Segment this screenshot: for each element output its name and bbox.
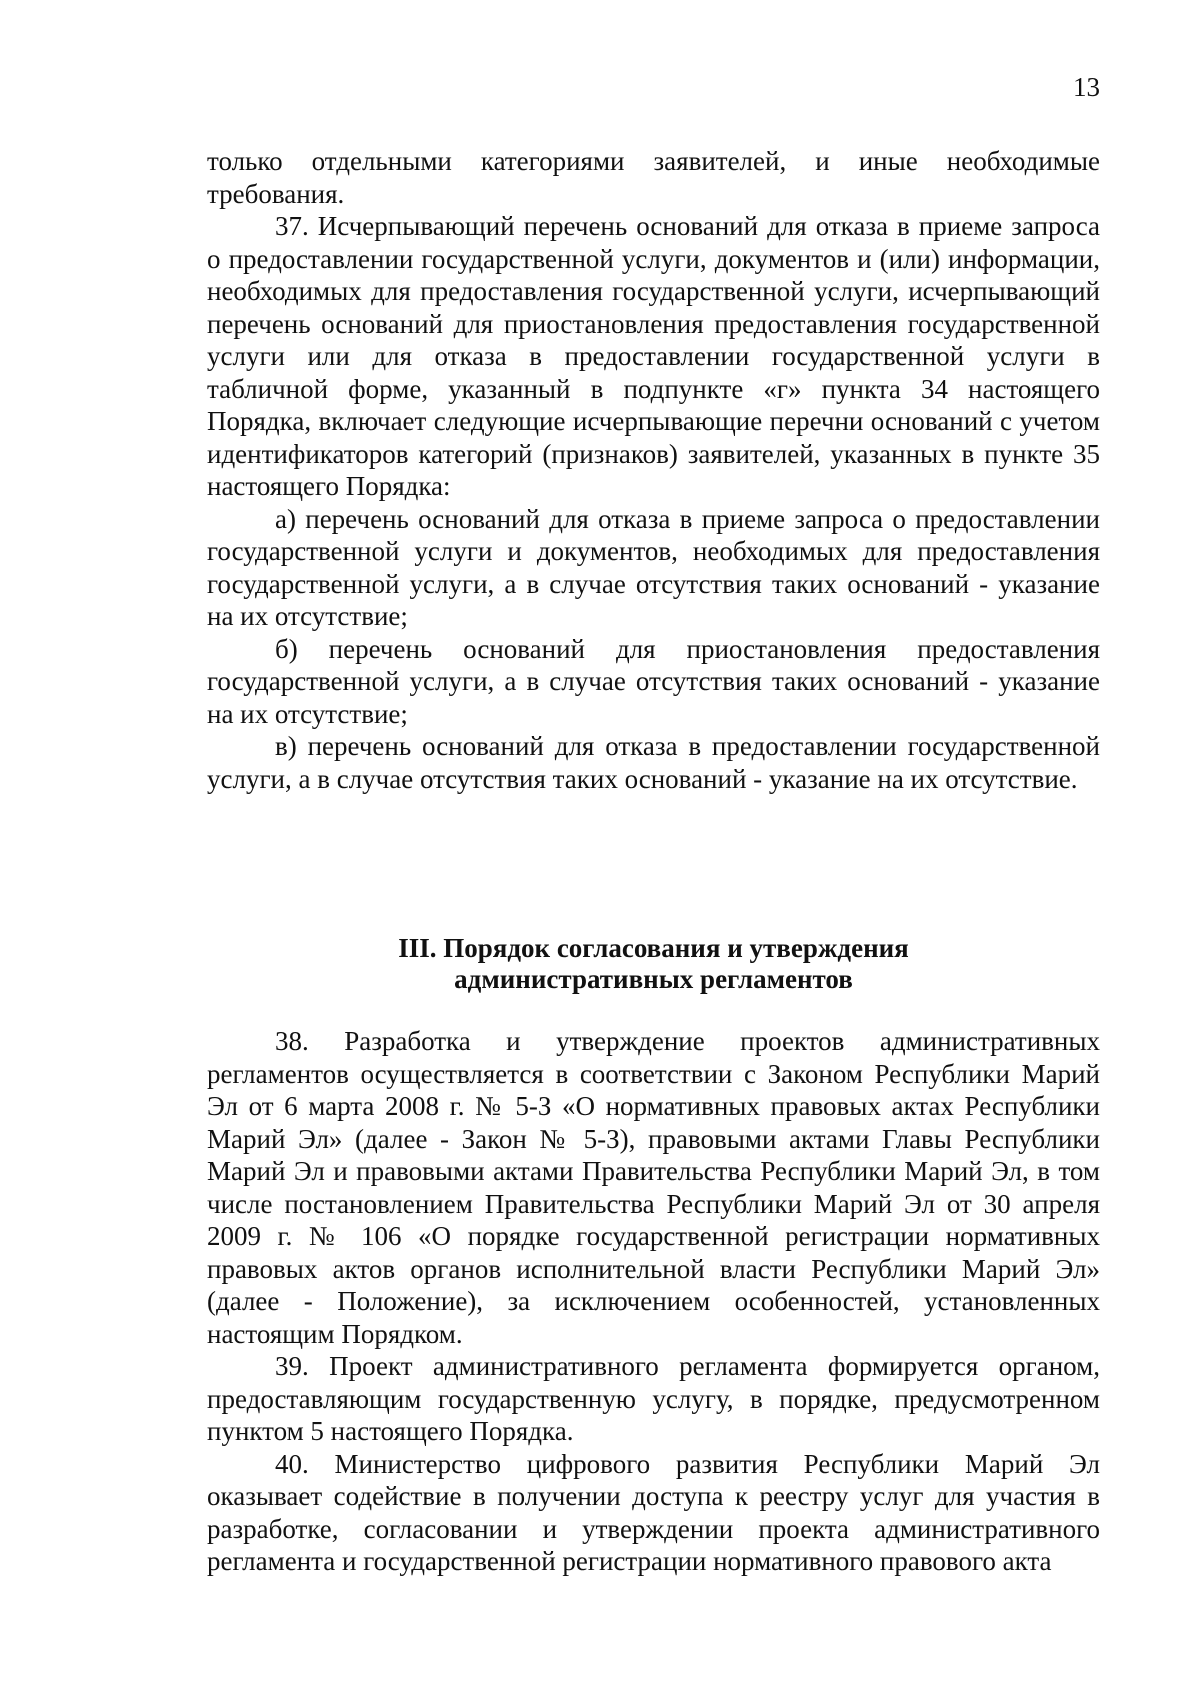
paragraph-39: 39. Проект административного регламента формируется органом, предоставляющим государственную услугу, в порядке, предусмотренном пунктом 5 настоящего Порядка. (207, 1351, 1100, 1446)
section-heading-line-2: административных регламентов (454, 964, 853, 994)
paragraph-37-a: а) перечень оснований для отказа в приеме запроса о предоставлении государственной услуги и документов, необходимых для предоставления государственной услуги, а в случае отсутствия таких оснований - указание на их отсутствие; (207, 503, 1100, 631)
section-heading-line-1: III. Порядок согласования и утверждения (398, 933, 909, 963)
paragraph-37: 37. Исчерпывающий перечень оснований для отказа в приеме запроса о предоставлении государственной услуги, документов и (или) информации, необходимых для предоставления государственной услуги, исчерпывающий перечень оснований для приостановления предоставления государственной услуги или для отказа в предоставлении государственной услуги в табличной форме, указанный в подпункте «г» пункта 34 настоящего Порядка, включает следующие исчерпывающие перечни оснований с учетом идентификаторов категорий (признаков) заявителей, указанных в пункте 35 настоящего Порядка: (207, 211, 1100, 501)
paragraph-37-v: в) перечень оснований для отказа в предоставлении государственной услуги, а в случае отсутствия таких оснований - указание на их отсутствие. (207, 731, 1100, 794)
paragraph-37-b: б) перечень оснований для приостановления предоставления государственной услуги, а в случае отсутствия таких оснований - указание на их отсутствие; (207, 633, 1100, 729)
section-heading (207, 933, 1100, 995)
paragraph-38: 38. Разработка и утверждение проектов административных регламентов осуществляется в соответствии с Законом Республики Марий Эл от 6 марта 2008 г. № 5-З «О нормативных правовых актах Республики Марий Эл» (далее - Закон № 5-З), правовыми актами Главы Республики Марий Эл и правовыми актами Правительства Республики Марий Эл, в том числе постановлением Правительства Республики Марий Эл от 30 апреля 2009 г. № 106 «О порядке государственной регистрации нормативных правовых актов органов исполнительной власти Республики Марий Эл» (далее - Положение), за исключением особенностей, установленных настоящим Порядком. (207, 1026, 1100, 1349)
text-block-bottom (207, 1025, 1100, 1578)
paragraph-continuation: только отдельными категориями заявителей, и иные необходимые требования. (207, 146, 1100, 209)
paragraph-40: 40. Министерство цифрового развития Республики Марий Эл оказывает содействие в получении доступа к реестру услуг для участия в разработке, согласовании и утверждении проекта административного регламента и государственной регистрации нормативного правового акта (207, 1448, 1100, 1576)
page-number: 13 (1073, 72, 1100, 102)
text-block-top (207, 145, 1100, 795)
